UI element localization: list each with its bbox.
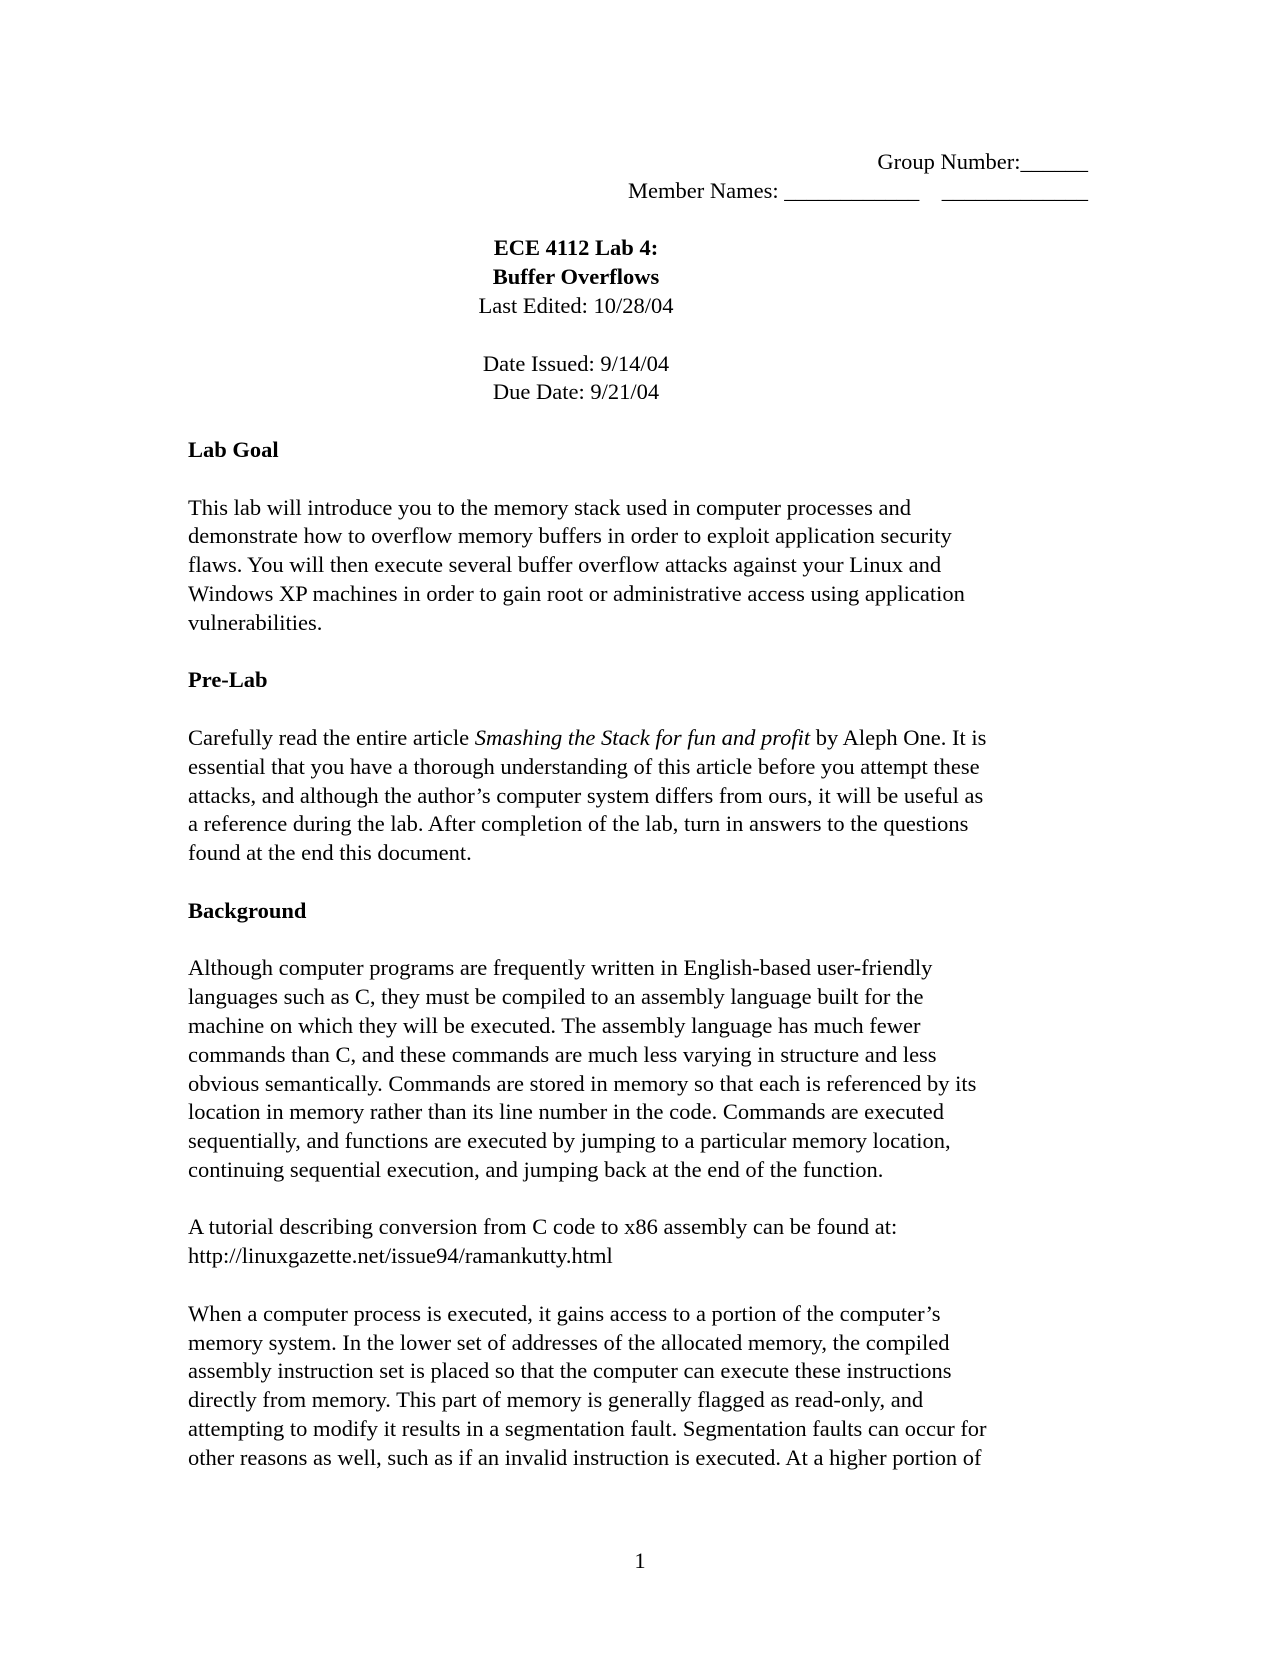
member-names-field: Member Names: ____________ _____________	[628, 177, 1088, 203]
background-paragraph-1	[188, 954, 1088, 1184]
text-line: continuing sequential execution, and jumping back at the end of the function.	[188, 1156, 884, 1182]
text-line: sequentially, and functions are executed by jumping to a particular memory location,	[188, 1128, 951, 1154]
text-line: directly from memory. This part of memory is generally flagged as read-only, and	[188, 1387, 924, 1413]
tutorial-url: http://linuxgazette.net/issue94/ramankutty.html	[188, 1243, 613, 1269]
text-line: languages such as C, they must be compiled to an assembly language built for the	[188, 984, 924, 1010]
text-line: obvious semantically. Commands are stored in memory so that each is referenced by its	[188, 1070, 977, 1096]
text-line: flaws. You will then execute several buffer overflow attacks against your Linux and	[188, 552, 942, 578]
text-line: attacks, and although the author’s computer system differs from ours, it will be useful as	[188, 782, 984, 808]
text-segment: by Aleph One. It is	[810, 724, 987, 750]
text-line: demonstrate how to overflow memory buffers in order to exploit application security	[188, 523, 952, 549]
lab-goal-paragraph	[188, 494, 1088, 638]
lab-title-line2: Buffer Overflows	[492, 264, 660, 290]
section-heading-pre-lab: Pre-Lab	[188, 667, 268, 693]
section-heading-background: Background	[188, 897, 307, 923]
text-line: assembly instruction set is placed so that the computer can execute these instructions	[188, 1358, 952, 1384]
due-date: Due Date: 9/21/04	[492, 379, 660, 405]
page-number: 1	[634, 1548, 646, 1573]
lab-title-line1: ECE 4112 Lab 4:	[493, 235, 659, 261]
text-line: vulnerabilities.	[188, 609, 323, 635]
background-paragraph-2	[188, 1213, 1088, 1271]
pre-lab-paragraph	[188, 724, 1088, 868]
background-paragraph-3	[188, 1300, 1088, 1473]
text-line: Although computer programs are frequently written in English-based user-friendly	[188, 955, 933, 981]
article-title: Smashing the Stack for fun and profit	[474, 724, 811, 750]
text-line: A tutorial describing conversion from C code to x86 assembly can be found at:	[188, 1214, 898, 1240]
text-line: memory system. In the lower set of addresses of the allocated memory, the compiled	[188, 1329, 950, 1355]
text-line	[188, 724, 1088, 753]
text-line: Windows XP machines in order to gain root or administrative access using application	[188, 580, 965, 606]
section-heading-lab-goal: Lab Goal	[188, 436, 279, 462]
text-line: essential that you have a thorough understanding of this article before you attempt these	[188, 753, 980, 779]
group-number-field: Group Number:______	[877, 149, 1088, 174]
text-line: commands than C, and these commands are much less varying in structure and less	[188, 1041, 937, 1067]
text-line: machine on which they will be executed. The assembly language has much fewer	[188, 1012, 921, 1038]
last-edited: Last Edited: 10/28/04	[478, 292, 674, 318]
text-line: When a computer process is executed, it gains access to a portion of the computer’s	[188, 1300, 941, 1326]
text-line: This lab will introduce you to the memory stack used in computer processes and	[188, 494, 911, 520]
text-line: attempting to modify it results in a segmentation fault. Segmentation faults can occur for	[188, 1416, 987, 1442]
text-line: found at the end this document.	[188, 840, 472, 866]
text-line: a reference during the lab. After completion of the lab, turn in answers to the questions	[188, 811, 969, 837]
text-line: location in memory rather than its line number in the code. Commands are executed	[188, 1099, 945, 1125]
text-line: other reasons as well, such as if an invalid instruction is executed. At a higher portion of	[188, 1444, 982, 1470]
date-issued: Date Issued: 9/14/04	[482, 350, 670, 376]
page-content	[188, 148, 1088, 1473]
text-segment: Carefully read the entire article	[188, 724, 475, 750]
